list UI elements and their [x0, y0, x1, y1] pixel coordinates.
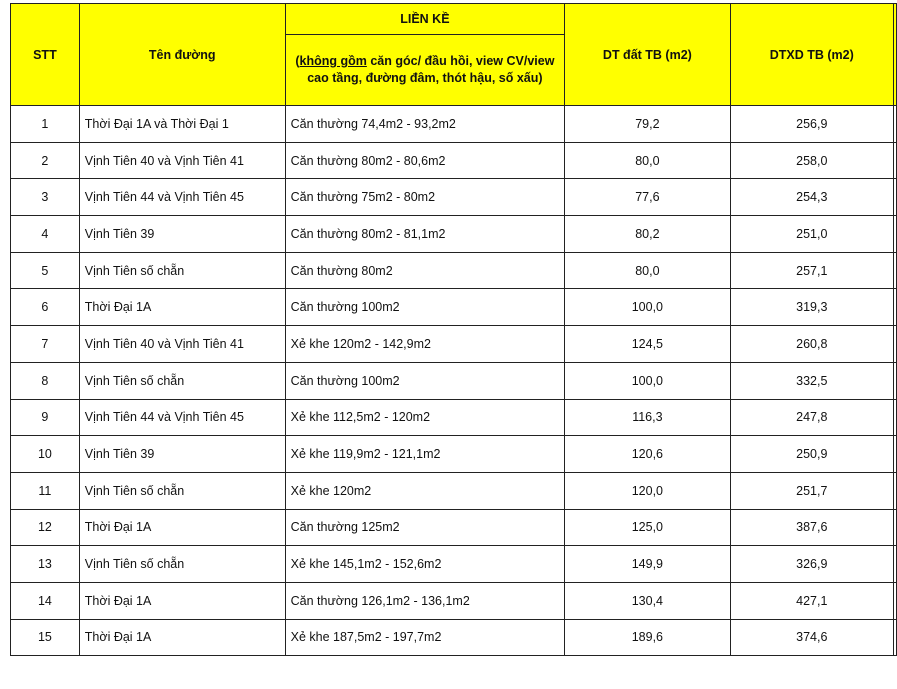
row-unit-type: Căn thường 125m2 — [285, 509, 565, 546]
row-edge — [893, 436, 896, 473]
row-land-area: 100,0 — [565, 289, 730, 326]
row-stt: 7 — [11, 326, 80, 363]
row-build-area: 332,5 — [730, 362, 893, 399]
row-build-area: 326,9 — [730, 546, 893, 583]
row-unit-type: Căn thường 80m2 - 80,6m2 — [285, 142, 565, 179]
table-row — [11, 582, 897, 619]
table-row — [11, 179, 897, 216]
row-stt: 13 — [11, 546, 80, 583]
header-edge — [893, 4, 896, 106]
row-road-name: Vịnh Tiên số chẵn — [79, 546, 285, 583]
row-edge — [893, 179, 896, 216]
row-unit-type: Xẻ khe 187,5m2 - 197,7m2 — [285, 619, 565, 656]
row-stt: 15 — [11, 619, 80, 656]
row-road-name: Thời Đại 1A — [79, 509, 285, 546]
row-land-area: 80,0 — [565, 142, 730, 179]
row-road-name: Thời Đại 1A — [79, 582, 285, 619]
row-build-area: 387,6 — [730, 509, 893, 546]
table-row — [11, 289, 897, 326]
row-land-area: 149,9 — [565, 546, 730, 583]
row-unit-type: Căn thường 75m2 - 80m2 — [285, 179, 565, 216]
row-stt: 3 — [11, 179, 80, 216]
table-row — [11, 436, 897, 473]
table-row — [11, 252, 897, 289]
table-row — [11, 509, 897, 546]
row-unit-type: Căn thường 80m2 — [285, 252, 565, 289]
row-edge — [893, 142, 896, 179]
header-group: LIỀN KỀ — [285, 4, 565, 35]
row-unit-type: Xẻ khe 120m2 - 142,9m2 — [285, 326, 565, 363]
row-road-name: Vịnh Tiên 39 — [79, 436, 285, 473]
table-row — [11, 619, 897, 656]
row-build-area: 258,0 — [730, 142, 893, 179]
row-unit-type: Căn thường 100m2 — [285, 362, 565, 399]
row-road-name: Vịnh Tiên số chẵn — [79, 252, 285, 289]
row-build-area: 257,1 — [730, 252, 893, 289]
row-edge — [893, 582, 896, 619]
table-row — [11, 326, 897, 363]
row-stt: 6 — [11, 289, 80, 326]
row-land-area: 120,0 — [565, 472, 730, 509]
table-row — [11, 106, 897, 143]
row-edge — [893, 546, 896, 583]
row-unit-type: Căn thường 80m2 - 81,1m2 — [285, 216, 565, 253]
row-edge — [893, 399, 896, 436]
row-stt: 2 — [11, 142, 80, 179]
table-row — [11, 362, 897, 399]
row-build-area: 251,0 — [730, 216, 893, 253]
row-build-area: 256,9 — [730, 106, 893, 143]
row-unit-type: Căn thường 100m2 — [285, 289, 565, 326]
row-unit-type: Xẻ khe 112,5m2 - 120m2 — [285, 399, 565, 436]
header-type-underlined: không gồm — [299, 54, 367, 68]
row-stt: 1 — [11, 106, 80, 143]
row-unit-type: Căn thường 126,1m2 - 136,1m2 — [285, 582, 565, 619]
row-edge — [893, 619, 896, 656]
row-road-name: Vịnh Tiên 44 và Vịnh Tiên 45 — [79, 179, 285, 216]
row-stt: 11 — [11, 472, 80, 509]
row-build-area: 319,3 — [730, 289, 893, 326]
row-edge — [893, 472, 896, 509]
row-edge — [893, 509, 896, 546]
row-land-area: 120,6 — [565, 436, 730, 473]
row-edge — [893, 362, 896, 399]
row-road-name: Vịnh Tiên 40 và Vịnh Tiên 41 — [79, 326, 285, 363]
row-road-name: Vịnh Tiên 44 và Vịnh Tiên 45 — [79, 399, 285, 436]
header-land-area: DT đất TB (m2) — [565, 4, 730, 106]
row-land-area: 189,6 — [565, 619, 730, 656]
row-road-name: Vịnh Tiên 39 — [79, 216, 285, 253]
row-stt: 14 — [11, 582, 80, 619]
row-edge — [893, 326, 896, 363]
row-build-area: 250,9 — [730, 436, 893, 473]
row-land-area: 124,5 — [565, 326, 730, 363]
table-row — [11, 546, 897, 583]
row-build-area: 247,8 — [730, 399, 893, 436]
row-road-name: Thời Đại 1A — [79, 619, 285, 656]
row-stt: 5 — [11, 252, 80, 289]
row-road-name: Thời Đại 1A và Thời Đại 1 — [79, 106, 285, 143]
header-type-prefix: ( — [295, 54, 300, 68]
row-edge — [893, 289, 896, 326]
row-road-name: Vịnh Tiên 40 và Vịnh Tiên 41 — [79, 142, 285, 179]
header-build-area: DTXD TB (m2) — [730, 4, 893, 106]
row-edge — [893, 252, 896, 289]
row-stt: 9 — [11, 399, 80, 436]
row-land-area: 80,0 — [565, 252, 730, 289]
row-edge — [893, 106, 896, 143]
table-row — [11, 399, 897, 436]
row-build-area: 254,3 — [730, 179, 893, 216]
row-build-area: 251,7 — [730, 472, 893, 509]
header-road: Tên đường — [79, 4, 285, 106]
row-edge — [893, 216, 896, 253]
header-stt: STT — [11, 4, 80, 106]
header-type-rest: căn góc/ đầu hồi, view CV/view cao tầng, đường đâm, thót hậu, số xấu) — [307, 54, 555, 85]
row-land-area: 125,0 — [565, 509, 730, 546]
row-road-name: Vịnh Tiên số chẵn — [79, 472, 285, 509]
table-body — [11, 106, 897, 656]
row-land-area: 130,4 — [565, 582, 730, 619]
row-unit-type: Xẻ khe 145,1m2 - 152,6m2 — [285, 546, 565, 583]
header-unit-type — [285, 35, 565, 106]
row-stt: 10 — [11, 436, 80, 473]
row-unit-type: Xẻ khe 119,9m2 - 121,1m2 — [285, 436, 565, 473]
row-build-area: 260,8 — [730, 326, 893, 363]
row-land-area: 100,0 — [565, 362, 730, 399]
row-stt: 4 — [11, 216, 80, 253]
row-road-name: Vịnh Tiên số chẵn — [79, 362, 285, 399]
row-stt: 8 — [11, 362, 80, 399]
table-row — [11, 142, 897, 179]
row-stt: 12 — [11, 509, 80, 546]
table-header — [11, 4, 897, 106]
table-row — [11, 216, 897, 253]
price-table — [10, 3, 897, 656]
row-land-area: 80,2 — [565, 216, 730, 253]
row-build-area: 427,1 — [730, 582, 893, 619]
row-road-name: Thời Đại 1A — [79, 289, 285, 326]
table-row — [11, 472, 897, 509]
row-land-area: 116,3 — [565, 399, 730, 436]
row-build-area: 374,6 — [730, 619, 893, 656]
row-land-area: 79,2 — [565, 106, 730, 143]
row-land-area: 77,6 — [565, 179, 730, 216]
row-unit-type: Căn thường 74,4m2 - 93,2m2 — [285, 106, 565, 143]
row-unit-type: Xẻ khe 120m2 — [285, 472, 565, 509]
